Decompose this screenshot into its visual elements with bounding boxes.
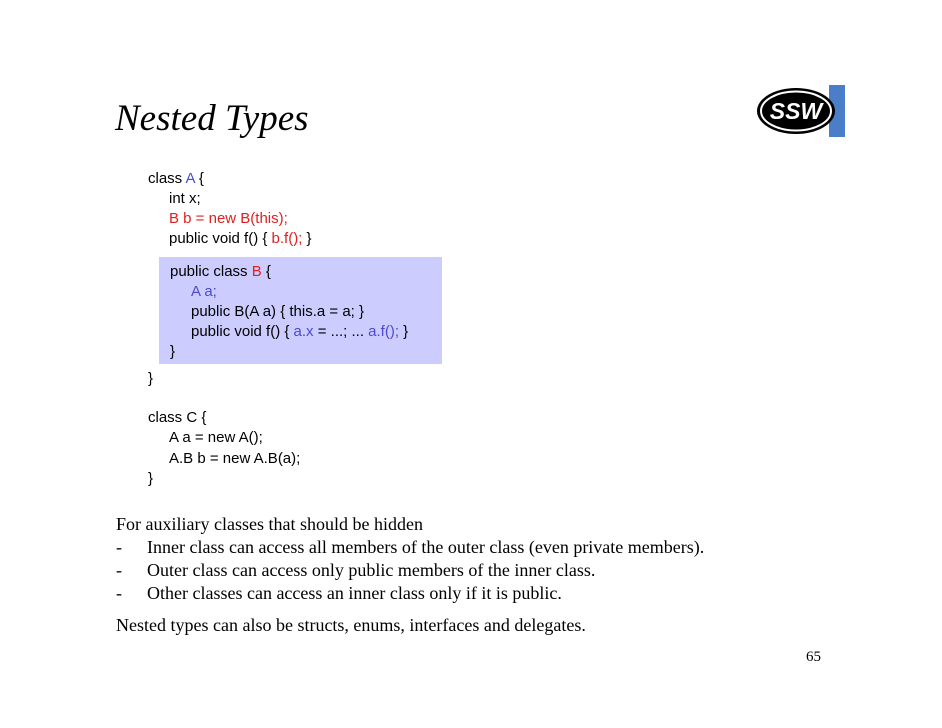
code-line: public class B { [170, 263, 271, 280]
code-line: B b = new B(this); [169, 210, 288, 227]
page-number: 65 [806, 649, 821, 665]
code-line: public void f() { b.f(); } [169, 230, 312, 247]
slide-title: Nested Types [115, 98, 309, 139]
code-line: A a = new A(); [169, 429, 263, 446]
code-line: A a; [191, 283, 217, 300]
code-line: } [148, 470, 154, 487]
list-item: - Other classes can access an inner class only if it is public. [116, 583, 562, 603]
code-line: class A { [148, 170, 204, 187]
intro-text: For auxiliary classes that should be hidden [116, 514, 423, 534]
code-line: class C { [148, 409, 207, 426]
ssw-logo [755, 85, 845, 137]
code-line: public void f() { a.x = ...; ... a.f(); } [191, 323, 409, 340]
code-line: } [148, 370, 154, 387]
code-line: } [170, 343, 176, 360]
logo-text: SSW [769, 98, 823, 124]
code-line: A.B b = new A.B(a); [169, 450, 301, 467]
footer-text: Nested types can also be structs, enums, interfaces and delegates. [116, 615, 586, 635]
code-line: int x; [169, 190, 201, 207]
list-item: - Outer class can access only public members of the inner class. [116, 560, 596, 580]
list-item: - Inner class can access all members of the outer class (even private members). [116, 537, 705, 557]
code-line: public B(A a) { this.a = a; } [191, 303, 365, 320]
